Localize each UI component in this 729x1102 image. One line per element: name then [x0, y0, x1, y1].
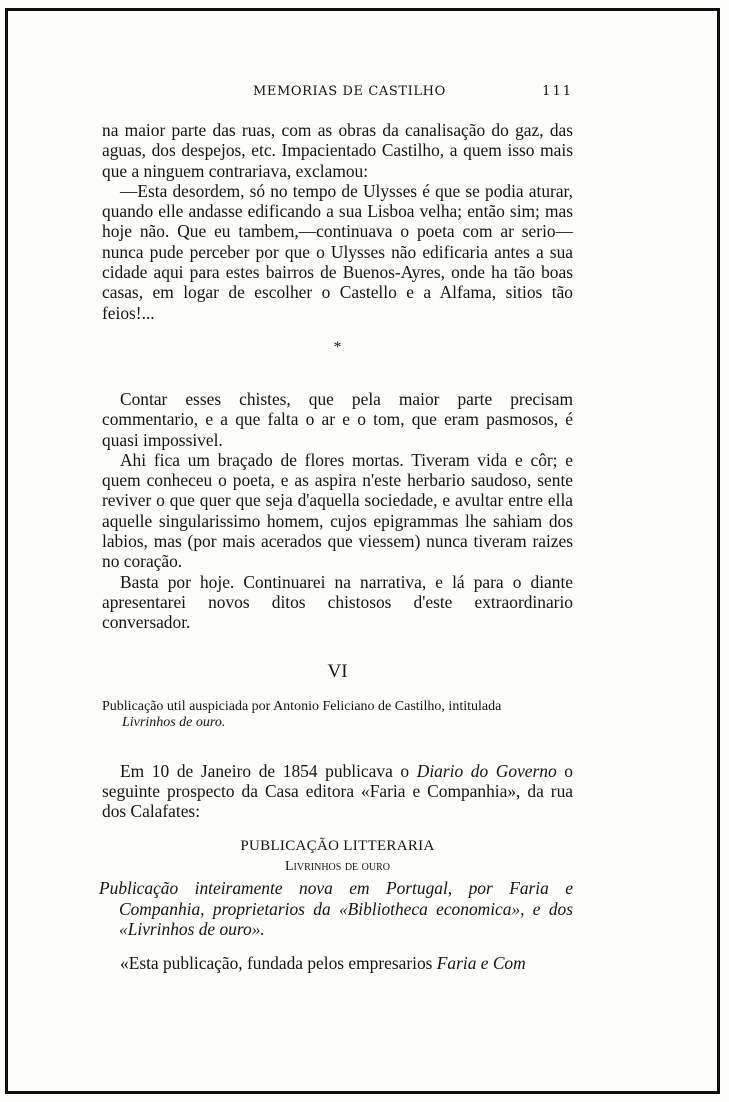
- section-separator: *: [333, 338, 342, 356]
- running-title: MEMORIAS DE CASTILHO: [253, 84, 446, 99]
- prospectus-title: PUBLICAÇÃO LITTERARIA: [240, 838, 435, 855]
- paragraph: [102, 761, 573, 822]
- paragraph: Ahi fica um braçado de flores mortas. Tiveram vida e côr; e quem conheceu o poeta, e as aspira n'este herbario saudoso, sente reviver o que quer que seja d'aquella sociedade, e avultar entre ella aquelle singularissimo homem, cujos epigrammas lhe sahiam dos labios, mas (por mais acerados que viessem) nunca tiveram raizes no coração.: [102, 449, 573, 572]
- paragraph: Basta por hoje. Continuarei na narrativa, e lá para o diante apresentarei novos ditos chistosos d'este extraordinario conversador.: [102, 571, 573, 633]
- chapter-summary-line: Publicação util auspiciada por Antonio Feliciano de Castilho, intitulada: [102, 698, 502, 714]
- page-number: 111: [542, 84, 573, 99]
- chapter-heading: VI: [327, 660, 348, 682]
- paragraph: [102, 953, 573, 973]
- chapter-summary: [102, 699, 573, 732]
- company-name: Faria e Com: [436, 953, 526, 974]
- text-run: o seguinte prospecto da Casa editora «Faria e Companhia», da rua dos Calafates:: [102, 760, 574, 822]
- main-text: [99, 120, 574, 974]
- paragraph: —Esta desordem, só no tempo de Ulysses é que se podia aturar, quando elle andasse edificando a sua Lisboa velha; então sim; mas hoje não. Que eu tambem,—continuava o poeta com ar serio—nunca pude perceber por que o Ulysses não edificaria antes a sua cidade aqui para estes bairros de Buenos-Ayres, onde ha tão boas casas, em logar de escolher o Castello e a Alfama, sitios tão feios!...: [102, 180, 573, 323]
- prospectus-description: Publicação inteiramente nova em Portugal, por Faria e Companhia, proprietarios da «Bibliotheca economica», e dos «Livrinhos de ouro».: [99, 878, 573, 940]
- chapter-summary-title: Livrinhos de ouro.: [122, 715, 226, 731]
- prospectus-subtitle: Livrinhos de ouro: [285, 859, 390, 875]
- text-run: «Esta publicação, fundada pelos empresarios: [120, 953, 437, 974]
- newspaper-title: Diario do Governo: [416, 760, 557, 781]
- text-run: Em 10 de Janeiro de 1854 publicava o: [120, 760, 417, 781]
- paragraph: na maior parte das ruas, com as obras da canalisação do gaz, das aguas, dos despejos, etc. Impacientado Castilho, a quem isso mais que a ninguem contrariava, exclamou:: [102, 120, 573, 181]
- paragraph: Contar esses chistes, que pela maior parte precisam commentario, e a que falta o ar e o tom, que eram pasmosos, é quasi impossivel.: [102, 388, 573, 450]
